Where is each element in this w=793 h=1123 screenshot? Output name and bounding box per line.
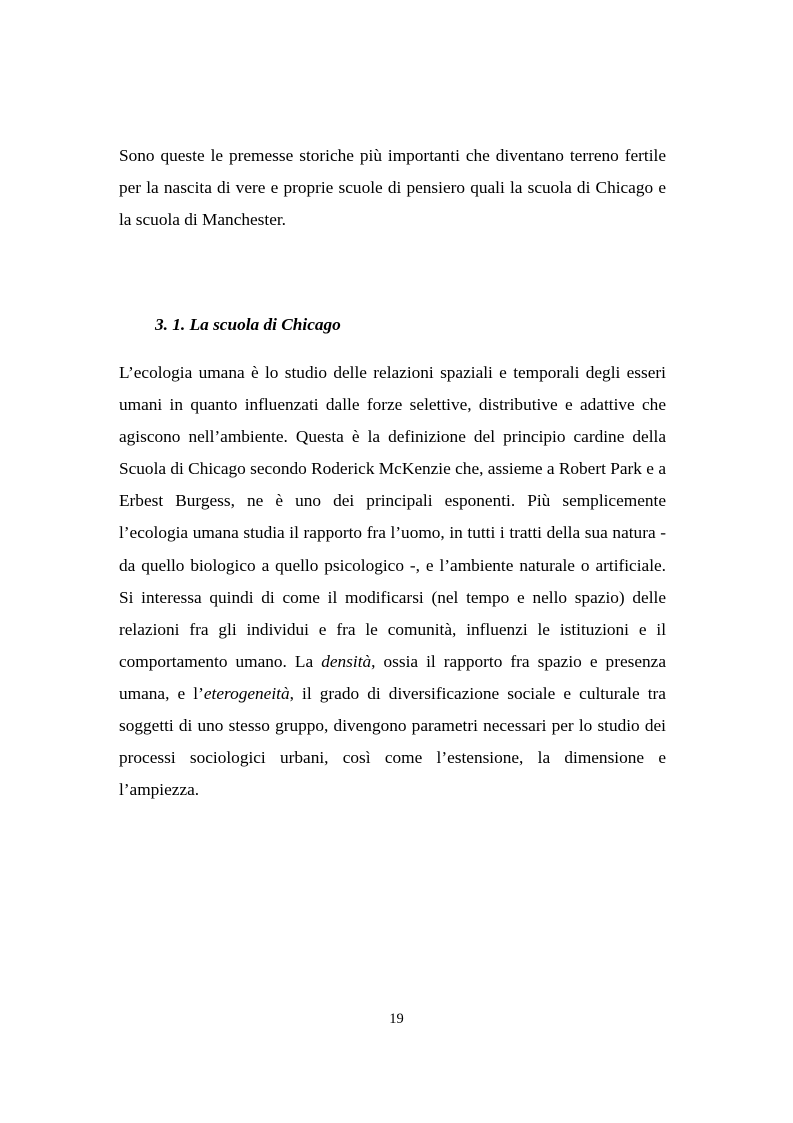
body-paragraph — [119, 357, 666, 806]
term-eterogeneita: eterogeneità — [203, 683, 290, 703]
term-densita: densità — [321, 651, 372, 671]
body-text-part1: L’ecologia umana è lo studio delle relazioni spaziali e temporali degli esseri umani in quanto influenzati dalle forze selettive, distributive e adattive che agiscono nell’ambiente. Questa è la definizione del principio cardine della Scuola di Chicago secondo Roderick McKenzie che, assieme a Robert Park e a Erbest Burgess, ne è uno dei principali esponenti. Più semplicemente l’ecologia umana studia il rapporto fra l’uomo, in tutti i tratti della sua natura - da quello biologico a quello psicologico -, e l’ambiente naturale o artificiale. Si interessa quindi di come il modificarsi (nel tempo e nello spazio) delle relazioni fra gli individui e fra le comunità, influenzi le istituzioni e il comportamento umano. La — [119, 363, 666, 671]
body-text-part3: , il grado di diversificazione sociale e culturale tra soggetti di uno stesso gruppo, divengono parametri necessari per lo studio dei processi sociologici urbani, così come l’estensione, la dimensione e l’ampiezza. — [119, 683, 666, 800]
intro-paragraph: Sono queste le premesse storiche più importanti che diventano terreno fertile per la nascita di vere e proprie scuole di pensiero quali la scuola di Chicago e la scuola di Manchester. — [119, 146, 666, 230]
body-text-part2: , ossia il rapporto fra spazio e presenza umana, e l’ — [119, 651, 667, 703]
page-number: 19 — [389, 1011, 404, 1027]
section-heading: 3. 1. La scuola di Chicago — [155, 315, 341, 334]
